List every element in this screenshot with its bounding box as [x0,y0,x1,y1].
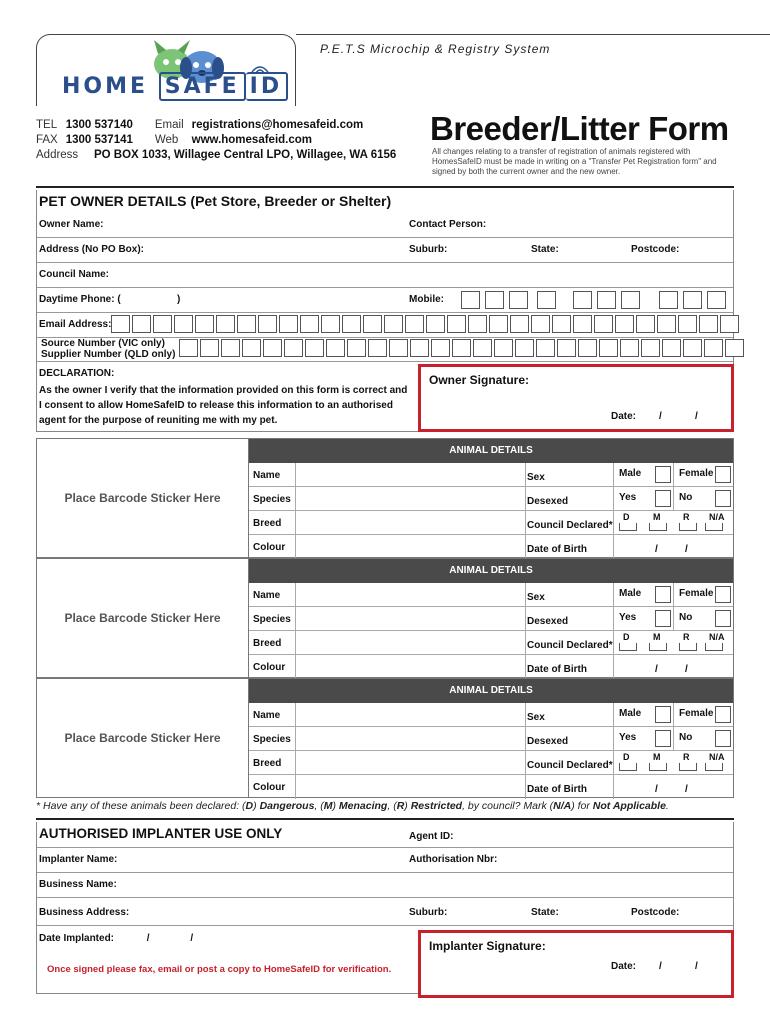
char-box[interactable] [153,315,172,333]
animal-row[interactable] [249,775,733,799]
barcode-area[interactable] [37,559,249,677]
animal-field-label: Colour [253,782,286,793]
implanter-name-row[interactable] [37,848,733,873]
animal-row[interactable] [249,655,733,679]
declared-checkbox[interactable] [679,523,697,531]
animal-block [36,438,734,558]
char-box[interactable] [573,315,592,333]
char-box[interactable] [461,291,480,309]
char-box[interactable] [720,315,739,333]
date-slash: / [655,784,658,795]
owner-signature-label: Owner Signature: [429,373,530,387]
barcode-label: Place Barcode Sticker Here [64,731,221,745]
char-box[interactable] [641,339,660,357]
checkbox[interactable] [655,730,671,747]
authorisation-label: Authorisation Nbr: [409,854,498,865]
char-box[interactable] [678,315,697,333]
char-box[interactable] [489,315,508,333]
char-box[interactable] [621,291,640,309]
checkbox[interactable] [655,706,671,723]
checkbox[interactable] [715,610,731,627]
council-label: Council Name: [39,269,110,280]
char-box[interactable] [111,315,130,333]
declared-checkbox[interactable] [705,763,723,771]
date-implanted-label: Date Implanted: [39,933,115,944]
form-title: Breeder/Litter Form [430,110,729,147]
animal-row[interactable] [249,583,733,607]
checkbox[interactable] [715,706,731,723]
char-box[interactable] [200,339,219,357]
declaration-title: DECLARATION: [39,368,115,379]
char-box[interactable] [321,315,340,333]
fax-value: 1300 537141 [65,134,133,146]
char-box[interactable] [683,339,702,357]
char-box[interactable] [494,339,513,357]
char-box[interactable] [510,315,529,333]
animal-field-label: Breed [253,518,282,529]
barcode-area[interactable] [37,679,249,797]
email-label: Email [154,119,184,131]
verification-notice: Once signed please fax, email or post a copy to HomeSafeID for verification. [47,964,392,975]
animal-details-header: ANIMAL DETAILS [249,679,733,703]
char-box[interactable] [237,315,256,333]
char-box[interactable] [699,315,718,333]
char-box[interactable] [636,315,655,333]
char-box[interactable] [426,315,445,333]
state-label: State: [531,244,559,255]
declared-checkbox[interactable] [619,643,637,651]
char-box[interactable] [594,315,613,333]
contact-block [36,118,396,163]
barcode-area[interactable] [37,439,249,557]
animal-field-label: Name [253,710,281,721]
declared-footnote: * Have any of these animals been declared: (D) Dangerous, (M) Menacing, (R) Restricted, by council? Mark (N/A) for Not Applicable. [36,800,669,812]
fax-label: FAX [36,134,58,146]
option-label: Female [679,588,714,599]
suburb-label: Suburb: [409,244,448,255]
checkbox[interactable] [715,466,731,483]
char-box[interactable] [659,291,678,309]
owner-rule [36,186,734,188]
animal-field-label: Name [253,590,281,601]
declared-checkbox[interactable] [705,523,723,531]
char-box[interactable] [552,315,571,333]
animal-block [36,558,734,678]
declared-option-label: D [623,512,630,522]
option-label: No [679,732,693,743]
declared-checkbox[interactable] [679,643,697,651]
logo: HOME SAFE ID [62,74,288,99]
animal-field-label: Council Declared* [527,640,613,651]
option-label: Male [619,468,642,479]
declared-option-label: N/A [709,752,725,762]
declared-option-label: N/A [709,512,725,522]
owner-name-label: Owner Name: [39,219,104,230]
checkbox[interactable] [715,730,731,747]
declared-option-label: M [653,752,661,762]
char-box[interactable] [452,339,471,357]
source-label: Source Number (VIC only) Supplier Number (QLD only) [41,338,176,360]
animal-field-label: Council Declared* [527,520,613,531]
char-box[interactable] [221,339,240,357]
char-box[interactable] [578,339,597,357]
char-box[interactable] [707,291,726,309]
char-box[interactable] [531,315,550,333]
declared-checkbox[interactable] [649,643,667,651]
animal-row[interactable] [249,703,733,727]
char-box[interactable] [683,291,702,309]
char-box[interactable] [216,315,235,333]
char-box[interactable] [342,315,361,333]
char-box[interactable] [657,315,676,333]
tagline: P.E.T.S Microchip & Registry System [320,42,551,56]
char-box[interactable] [368,339,387,357]
owner-title: PET OWNER DETAILS [39,193,187,209]
date-slash: / [685,784,688,795]
char-box[interactable] [615,315,634,333]
implanter-rule [36,818,734,820]
date-slash: / [659,411,662,422]
email-row[interactable] [37,313,733,338]
animal-field-label: Name [253,470,281,481]
date-slash: / [655,664,658,675]
animal-field-label: Breed [253,638,282,649]
animal-field-label: Colour [253,662,286,673]
char-box[interactable] [662,339,681,357]
animal-field-label: Council Declared* [527,760,613,771]
char-box[interactable] [431,339,450,357]
checkbox[interactable] [715,586,731,603]
animal-field-label: Colour [253,542,286,553]
animal-field-label: Breed [253,758,282,769]
char-box[interactable] [284,339,303,357]
tel-value: 1300 537140 [65,119,133,131]
declared-checkbox[interactable] [619,523,637,531]
animal-row[interactable] [249,487,733,511]
animal-row[interactable] [249,751,733,775]
declaration-text: As the owner I verify that the information provided on this form is correct and I consent to allow HomeSafeID to release this information to an authorised agent for the purpose of reuniting me with my pet. [39,385,408,426]
date-slash: / [695,411,698,422]
date-slash: / [659,961,662,972]
declared-option-label: D [623,632,630,642]
option-label: Yes [619,492,637,503]
transfer-note: All changes relating to a transfer of registration of animals registered with HomesSafeID must be made in writing on a "Transfer Pet Registration form" and signed by both the current owner and the new owner. [432,147,717,176]
implanter-name-label: Implanter Name: [39,854,118,865]
animal-field-label: Desexed [527,736,569,747]
implanter-signature-label: Implanter Signature: [429,939,546,953]
char-box[interactable] [258,315,277,333]
email-value: registrations@homesafeid.com [191,119,364,131]
option-label: Yes [619,732,637,743]
animal-details-header: ANIMAL DETAILS [249,559,733,583]
implanter-title-row [37,822,733,848]
business-address-row[interactable] [37,898,733,926]
char-box[interactable] [515,339,534,357]
char-box[interactable] [537,291,556,309]
date-slash: / [190,933,194,944]
postcode-label: Postcode: [631,244,680,255]
owner-title-row [37,190,733,213]
address-label: Address [36,149,79,161]
char-box[interactable] [326,339,345,357]
declared-checkbox[interactable] [649,523,667,531]
web-value: www.homesafeid.com [191,134,313,146]
owner-signature-box[interactable] [418,364,734,432]
owner-name-row[interactable] [37,213,733,238]
implanter-suburb-label: Suburb: [409,907,448,918]
char-box[interactable] [410,339,429,357]
animal-field-label: Species [253,494,291,505]
date-slash: / [685,664,688,675]
implanter-title: AUTHORISED IMPLANTER USE ONLY [39,826,283,841]
checkbox[interactable] [655,490,671,507]
tel-label: TEL [36,119,58,131]
char-box[interactable] [485,291,504,309]
date-slash: / [685,544,688,555]
char-box[interactable] [263,339,282,357]
char-box[interactable] [132,315,151,333]
char-box[interactable] [704,339,723,357]
char-box[interactable] [384,315,403,333]
char-box[interactable] [179,339,198,357]
char-box[interactable] [405,315,424,333]
animal-field-label: Date of Birth [527,664,587,675]
implanter-signature-box[interactable] [418,930,734,998]
animal-row[interactable] [249,727,733,751]
contact-person-label: Contact Person: [409,219,487,230]
owner-subtitle: (Pet Store, Breeder or Shelter) [190,193,392,209]
animal-row[interactable] [249,511,733,535]
option-label: No [679,492,693,503]
animal-field-label: Sex [527,712,545,723]
declared-option-label: R [683,512,690,522]
implanter-date-label: Date: [611,961,637,972]
email-field-label: Email Address: [39,319,112,330]
checkbox[interactable] [655,466,671,483]
char-box[interactable] [597,291,616,309]
declared-checkbox[interactable] [619,763,637,771]
char-box[interactable] [536,339,555,357]
declared-option-label: R [683,752,690,762]
option-label: Female [679,468,714,479]
address-value: PO BOX 1033, Willagee Central LPO, Willagee, WA 6156 [94,149,397,161]
implanter-postcode-label: Postcode: [631,907,680,918]
char-box[interactable] [279,315,298,333]
char-box[interactable] [300,315,319,333]
checkbox[interactable] [655,586,671,603]
declared-checkbox[interactable] [649,763,667,771]
option-label: No [679,612,693,623]
declared-option-label: D [623,752,630,762]
barcode-label: Place Barcode Sticker Here [64,491,221,505]
animal-row[interactable] [249,607,733,631]
animal-field-label: Sex [527,592,545,603]
business-address-label: Business Address: [39,907,130,918]
char-box[interactable] [620,339,639,357]
char-box[interactable] [195,315,214,333]
animal-row[interactable] [249,631,733,655]
animal-field-label: Species [253,614,291,625]
char-box[interactable] [347,339,366,357]
char-box[interactable] [509,291,528,309]
address-field-label: Address (No PO Box): [39,244,145,255]
mobile-label: Mobile: [409,294,444,305]
implanter-state-label: State: [531,907,559,918]
char-box[interactable] [468,315,487,333]
option-label: Yes [619,612,637,623]
business-name-row[interactable] [37,873,733,898]
phone-close: ) [177,294,181,305]
char-box[interactable] [305,339,324,357]
char-box[interactable] [242,339,261,357]
checkbox[interactable] [655,610,671,627]
char-box[interactable] [447,315,466,333]
business-name-label: Business Name: [39,879,117,890]
animal-field-label: Species [253,734,291,745]
animal-field-label: Desexed [527,496,569,507]
option-label: Male [619,708,642,719]
agent-id-label: Agent ID: [409,831,454,842]
animal-row[interactable] [249,463,733,487]
web-label: Web [154,134,179,146]
declared-option-label: M [653,632,661,642]
declared-checkbox[interactable] [679,763,697,771]
animal-details-header: ANIMAL DETAILS [249,439,733,463]
phone-row[interactable] [37,288,733,313]
option-label: Female [679,708,714,719]
declared-option-label: R [683,632,690,642]
declaration [39,366,409,428]
char-box[interactable] [557,339,576,357]
animal-field-label: Desexed [527,616,569,627]
declared-option-label: M [653,512,661,522]
owner-address-row[interactable] [37,238,733,263]
animal-block [36,678,734,798]
char-box[interactable] [363,315,382,333]
char-box[interactable] [174,315,193,333]
checkbox[interactable] [715,490,731,507]
animal-field-label: Sex [527,472,545,483]
date-slash: / [655,544,658,555]
declared-option-label: N/A [709,632,725,642]
barcode-label: Place Barcode Sticker Here [64,611,221,625]
char-box[interactable] [573,291,592,309]
header-rule [296,34,770,35]
date-slash: / [695,961,698,972]
declared-checkbox[interactable] [705,643,723,651]
date-implanted[interactable] [39,933,193,944]
animal-row[interactable] [249,535,733,559]
date-slash: / [146,933,150,944]
council-row[interactable] [37,263,733,288]
owner-date-label: Date: [611,411,637,422]
animal-field-label: Date of Birth [527,544,587,555]
char-box[interactable] [725,339,744,357]
animal-field-label: Date of Birth [527,784,587,795]
option-label: Male [619,588,642,599]
source-row[interactable] [37,338,733,362]
daytime-phone-label: Daytime Phone: ( [39,294,121,305]
char-box[interactable] [473,339,492,357]
char-box[interactable] [599,339,618,357]
char-box[interactable] [389,339,408,357]
